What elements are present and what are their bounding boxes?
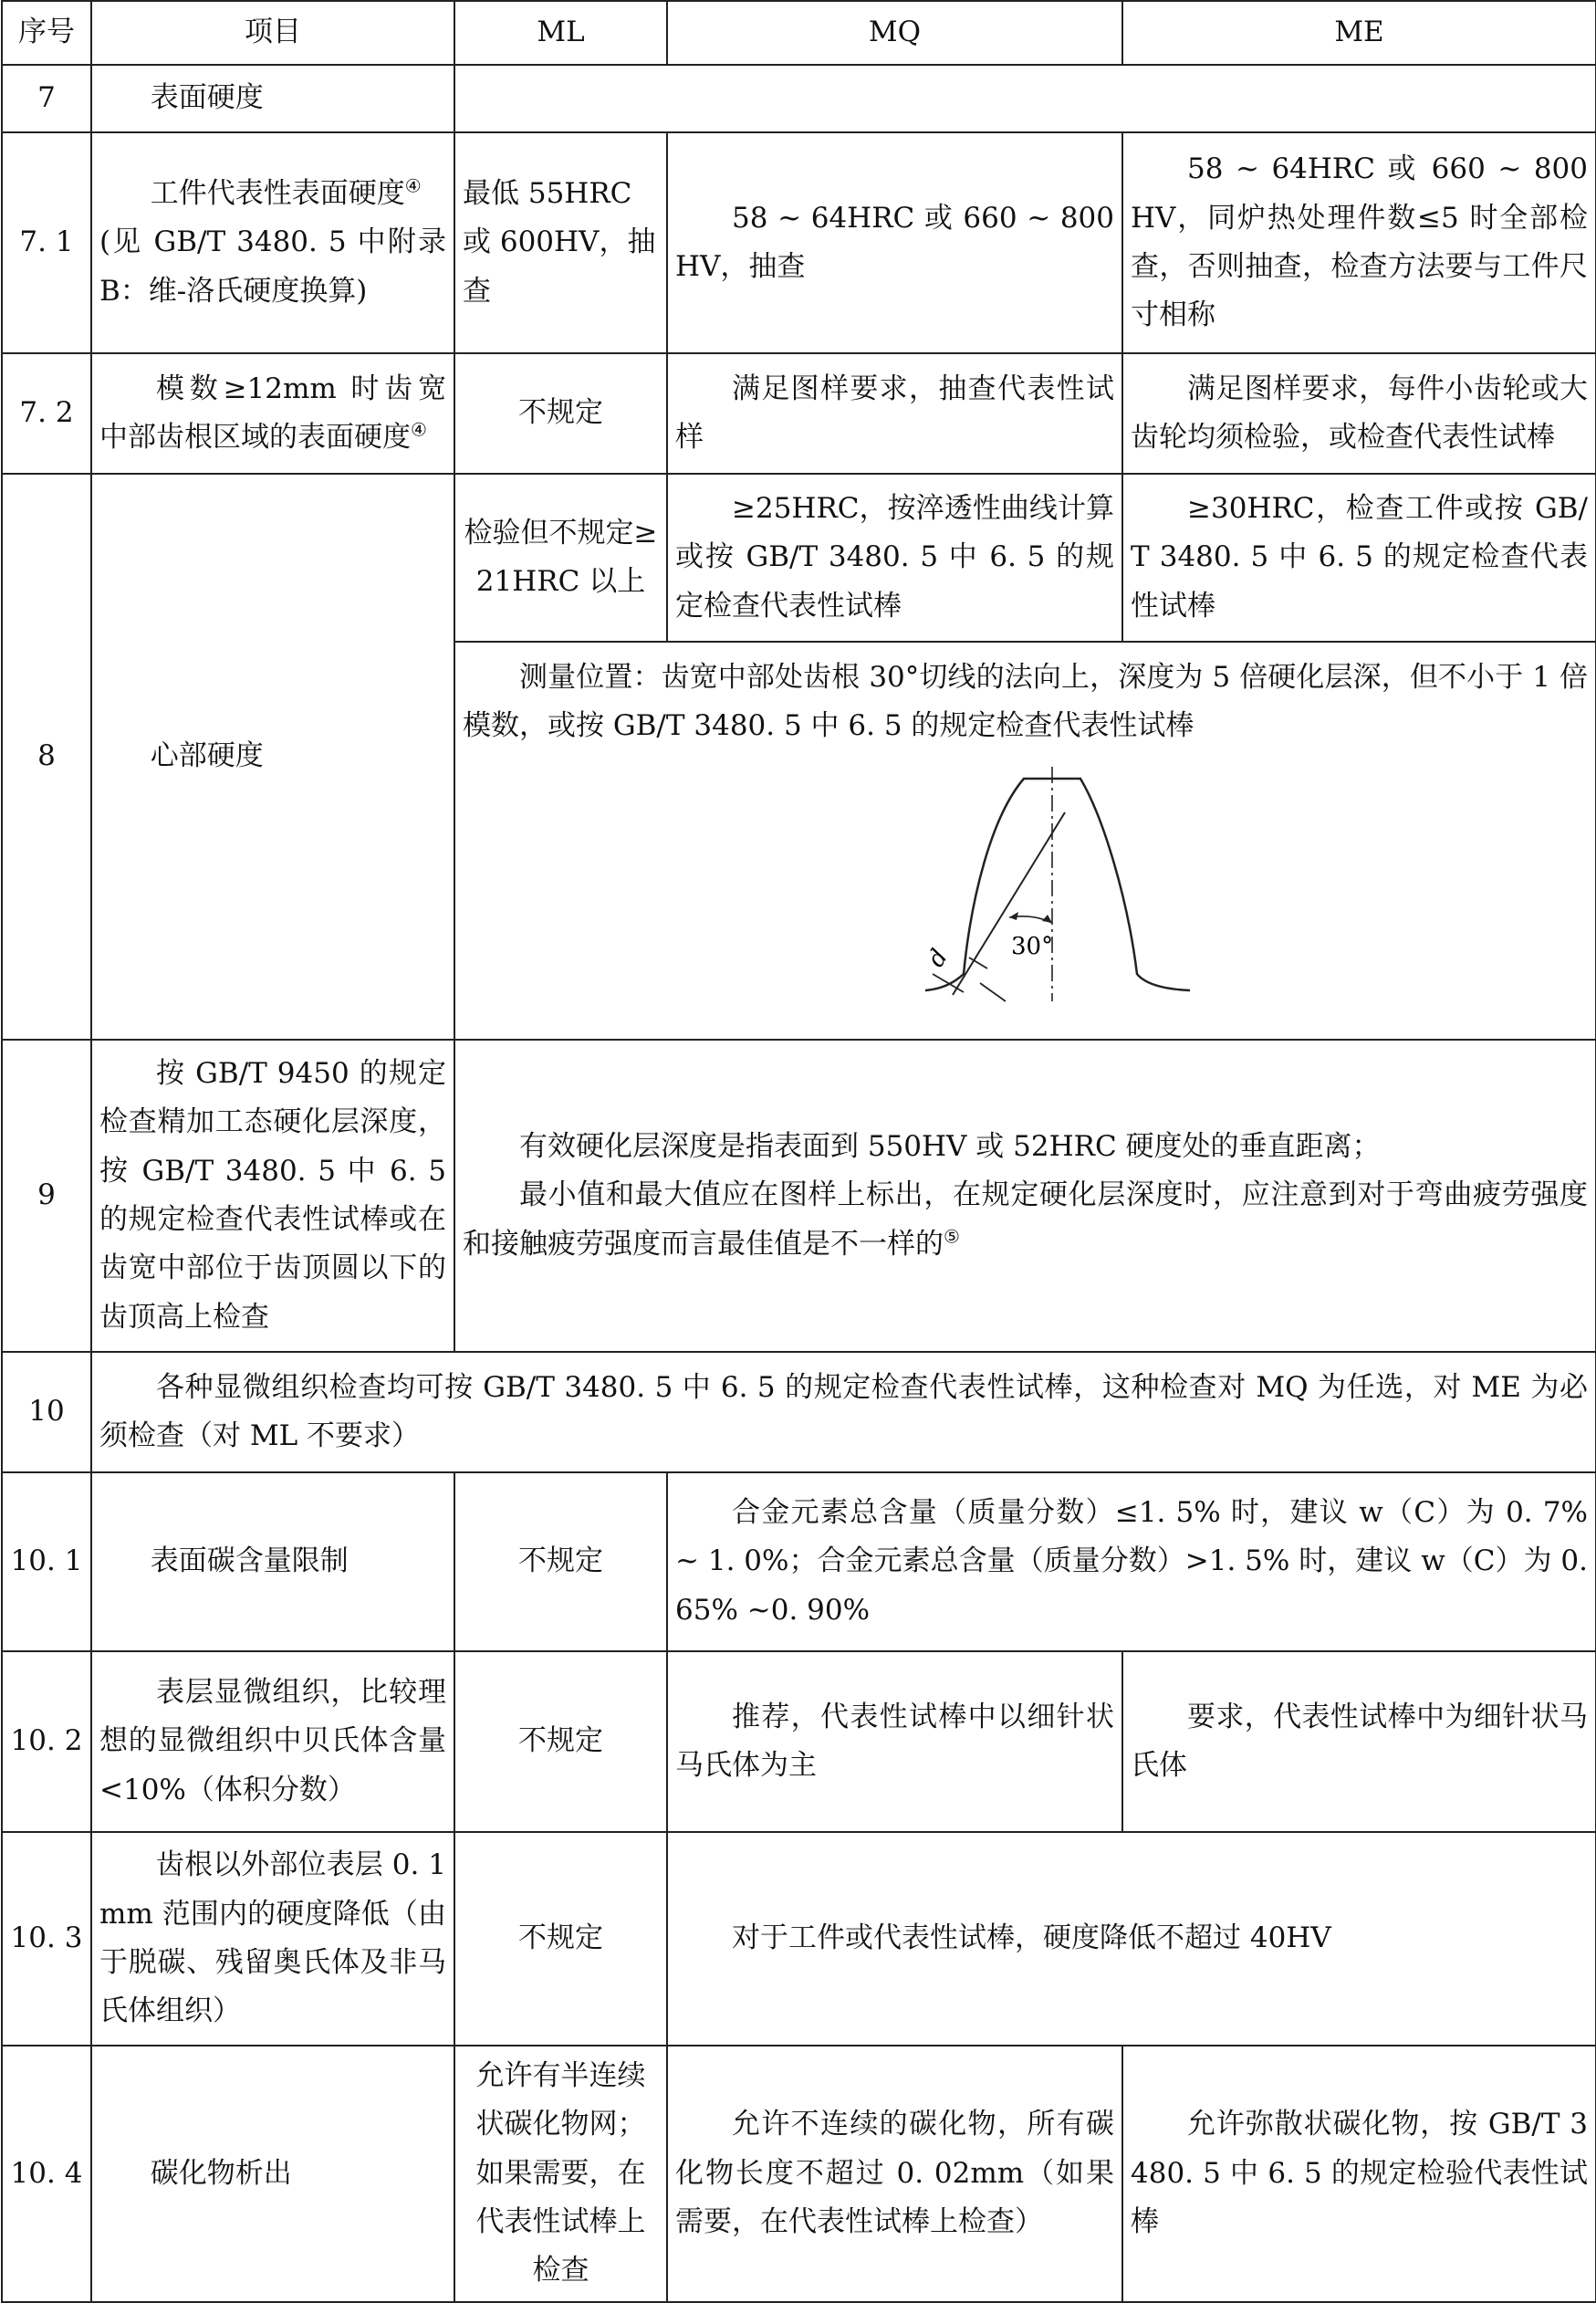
footnote-4-mark: ④: [404, 174, 422, 197]
leader-line: [980, 983, 1006, 1001]
row-7-2-mq: 满足图样要求，抽查代表性试样: [667, 353, 1122, 474]
row-10-4: [2, 2046, 1596, 2302]
footnote-5-mark: ⑤: [944, 1225, 960, 1248]
tooth-figure: [463, 751, 1588, 1024]
row-9-seq: 9: [2, 1040, 91, 1352]
header-seq: 序号: [2, 1, 91, 65]
footnote-4-mark: ④: [411, 418, 427, 441]
row-10-3-seq: 10. 3: [2, 1832, 91, 2046]
header-mq: MQ: [667, 1, 1122, 65]
row-8-note-text: 测量位置：齿宽中部处齿根 30°切线的法向上，深度为 5 倍硬化层深，但不小于 1 倍模数，或按 GB/T 3480. 5 中 6. 5 的规定检查代表性试棒: [463, 661, 1588, 743]
row-7-1-item-b: (见 GB/T 3480. 5 中附录 B：维-洛氏硬度换算): [99, 225, 446, 308]
row-8-seq: 8: [2, 474, 91, 1040]
row-7-seq: 7: [2, 65, 91, 132]
row-10-1-ml: 不规定: [454, 1472, 667, 1651]
row-10-text: 各种显微组织检查均可按 GB/T 3480. 5 中 6. 5 的规定检查代表性试棒，这种检查对 MQ 为任选，对 ME 为必须检查（对 ML 不要求）: [91, 1352, 1596, 1472]
row-9-p1: 有效硬化层深度是指表面到 550HV 或 52HRC 硬度处的垂直距离；: [519, 1130, 1381, 1164]
row-7: [2, 65, 1596, 132]
row-10-2-me: 要求，代表性试棒中为细针状马氏体: [1122, 1651, 1596, 1832]
row-7-1-item-a: 工件代表性表面硬度: [150, 177, 405, 211]
header-item: 项目: [91, 1, 454, 65]
row-7-1: [2, 132, 1596, 353]
row-10-1-seq: 10. 1: [2, 1472, 91, 1651]
angle-arrow-left: [1009, 912, 1018, 920]
row-10-2: [2, 1651, 1596, 1832]
row-9-text: [454, 1040, 1596, 1352]
row-8-ml: 检验但不规定≥21HRC 以上: [454, 474, 667, 642]
row-10-4-me: 允许弥散状碳化物，按 GB/T 3480. 5 中 6. 5 的规定检验代表性试棒: [1122, 2046, 1596, 2302]
row-10-1-item: 表面碳含量限制: [91, 1472, 454, 1651]
row-10-4-mq: 允许不连续的碳化物，所有碳化物长度不超过 0. 02mm（如果需要，在代表性试棒上检查）: [667, 2046, 1122, 2302]
row-10-3: [2, 1832, 1596, 2046]
row-7-1-me: 58 ~ 64HRC 或 660 ~ 800HV，同炉热处理件数≤5 时全部检查，否则抽查，检查方法要与工件尺寸相称: [1122, 132, 1596, 353]
row-9-p2-wrap: [463, 1171, 1588, 1269]
row-9-item: 按 GB/T 9450 的规定检查精加工态硬化层深度，按 GB/T 3480. 5 中 6. 5 的规定检查代表性试棒或在齿宽中部位于齿顶圆以下的齿顶高上检查: [91, 1040, 454, 1352]
row-8-me: ≥30HRC，检查工件或按 GB/T 3480. 5 中 6. 5 的规定检查代表性试棒: [1122, 474, 1596, 642]
row-7-1-ml: 最低 55HRC 或 600HV，抽查: [454, 132, 667, 353]
header-ml: ML: [454, 1, 667, 65]
row-10-4-seq: 10. 4: [2, 2046, 91, 2302]
row-8-main: [2, 474, 1596, 642]
row-7-2-item: [91, 353, 454, 474]
row-7-2-seq: 7. 2: [2, 353, 91, 474]
row-7-2: [2, 353, 1596, 474]
row-9: [2, 1040, 1596, 1352]
row-10-3-mqme: 对于工件或代表性试棒，硬度降低不超过 40HV: [667, 1832, 1596, 2046]
row-8-note-cell: [454, 642, 1596, 1040]
row-9-p2: 最小值和最大值应在图样上标出，在规定硬化层深度时，应注意到对于弯曲疲劳强度和接触疲劳强度而言最佳值是不一样的: [463, 1178, 1588, 1261]
row-7-2-item-text: 模数≥12mm 时齿宽中部齿根区域的表面硬度: [99, 372, 446, 454]
row-10: [2, 1352, 1596, 1472]
row-10-4-item: 碳化物析出: [91, 2046, 454, 2302]
row-10-3-ml: 不规定: [454, 1832, 667, 2046]
row-10-1: [2, 1472, 1596, 1651]
header-me: ME: [1122, 1, 1596, 65]
header-row: [2, 1, 1596, 65]
hardness-spec-table: [1, 0, 1596, 2303]
row-10-2-item: 表层显微组织，比较理想的显微组织中贝氏体含量<10%（体积分数）: [91, 1651, 454, 1832]
angle-label: 30°: [1010, 932, 1053, 960]
row-10-2-mq: 推荐，代表性试棒中以细针状马氏体为主: [667, 1651, 1122, 1832]
row-7-item: 表面硬度: [91, 65, 454, 132]
row-10-4-ml: 允许有半连续状碳化物网；如果需要，在代表性试棒上检查: [454, 2046, 667, 2302]
row-10-2-seq: 10. 2: [2, 1651, 91, 1832]
row-10-3-item: 齿根以外部位表层 0. 1mm 范围内的硬度降低（由于脱碳、残留奥氏体及非马氏体组织）: [91, 1832, 454, 2046]
tooth-diagram: [916, 762, 1208, 1009]
row-8-item: 心部硬度: [91, 474, 454, 1040]
row-7-1-mq: 58 ~ 64HRC 或 660 ~ 800HV，抽查: [667, 132, 1122, 353]
depth-label-d: d: [922, 944, 954, 972]
depth-line: [953, 812, 1065, 995]
row-7-2-ml: 不规定: [454, 353, 667, 474]
row-7-blank: [454, 65, 1596, 132]
row-10-1-mqme: 合金元素总含量（质量分数）≤1. 5% 时，建议 w（C）为 0. 7% ~ 1. 0%；合金元素总含量（质量分数）>1. 5% 时，建议 w（C）为 0. 65% ~0. 90%: [667, 1472, 1596, 1651]
row-10-2-ml: 不规定: [454, 1651, 667, 1832]
row-8-mq: ≥25HRC，按淬透性曲线计算或按 GB/T 3480. 5 中 6. 5 的规定检查代表性试棒: [667, 474, 1122, 642]
tooth-profile: [925, 779, 1190, 990]
row-10-seq: 10: [2, 1352, 91, 1472]
row-7-1-item: [91, 132, 454, 353]
row-7-2-me: 满足图样要求，每件小齿轮或大齿轮均须检验，或检查代表性试棒: [1122, 353, 1596, 474]
row-7-1-seq: 7. 1: [2, 132, 91, 353]
